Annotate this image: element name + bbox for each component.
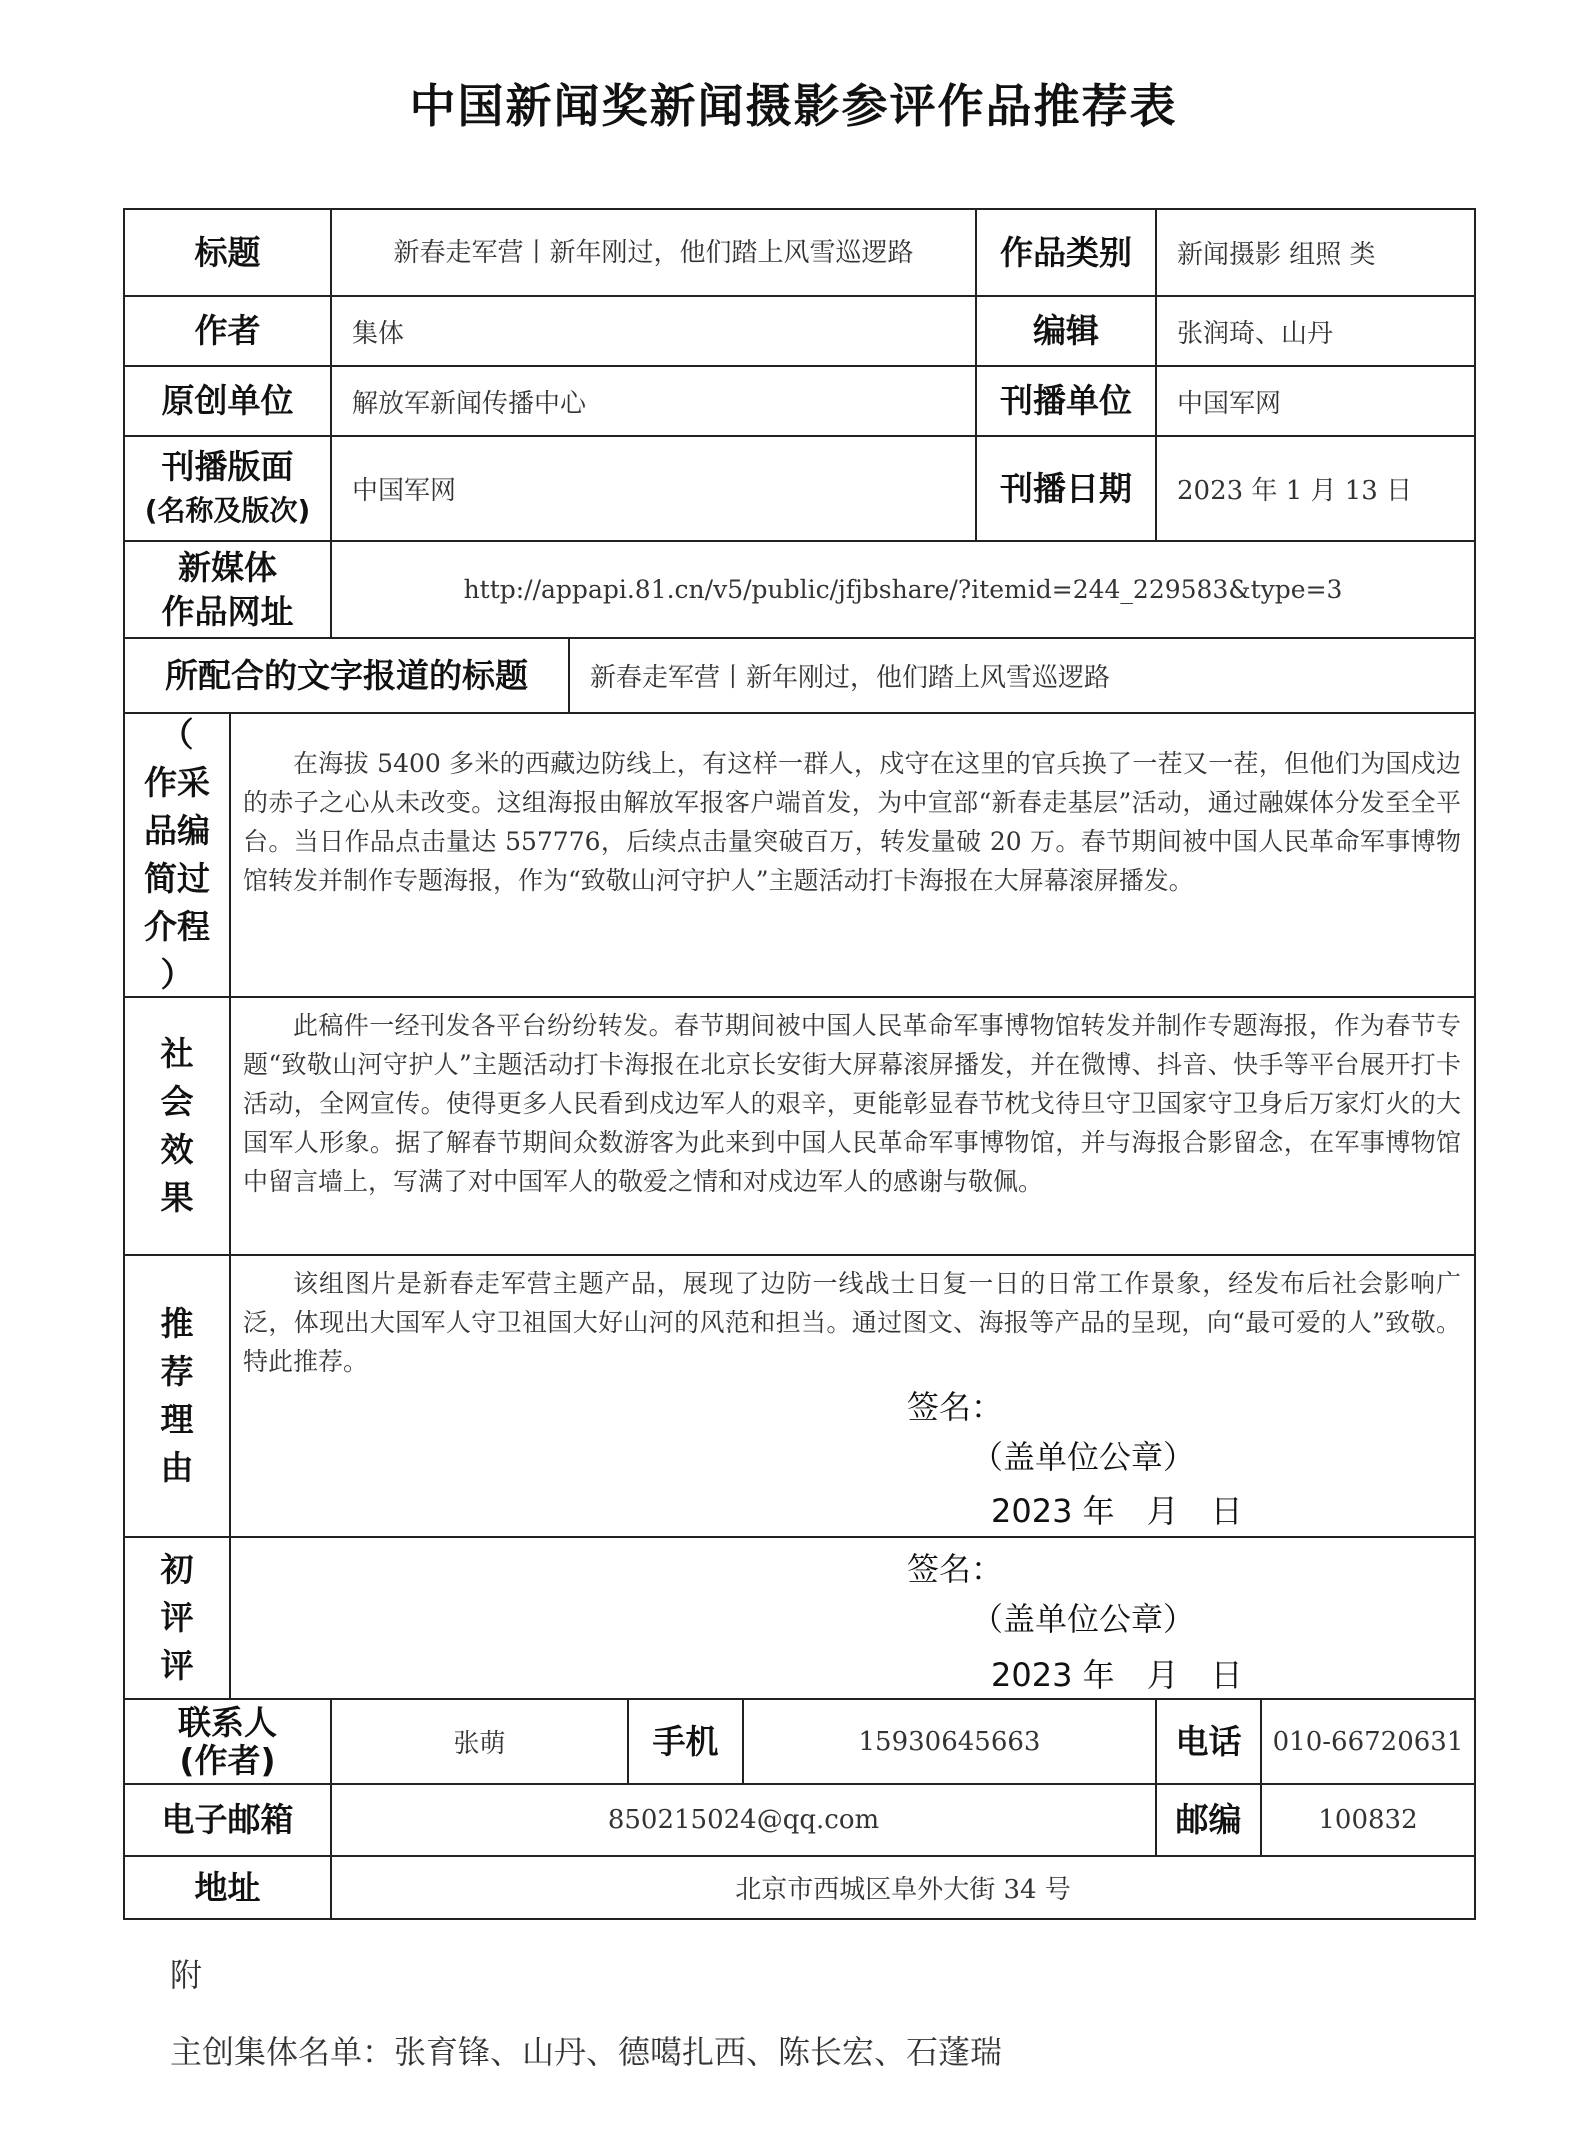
label-contact-line2: (作者) (179, 1740, 276, 1780)
value-title: 新春走军营丨新年刚过，他们踏上风雪巡逻路 (330, 210, 975, 295)
value-email[interactable]: 850215024@qq.com (330, 1785, 1155, 1855)
label-process-char: 品编 (144, 811, 210, 850)
value-phone: 010-66720631 (1260, 1700, 1474, 1783)
value-publish-date: 2023 年 1 月 13 日 (1155, 437, 1474, 540)
value-reason: 该组图片是新春走军营主题产品，展现了边防一线战士日复一日的日常工作景象，经发布后社会影响广泛，体现出大国军人守卫祖国大好山河的风范和担当。通过图文、海报等产品的呈现，向“最可爱的人”致敬。特此推荐。 (243, 1269, 1461, 1376)
row-url (123, 540, 1476, 637)
label-layout (125, 437, 330, 540)
review-date: 2023 年 月 日 (991, 1656, 1243, 1694)
label-title: 标题 (194, 232, 261, 272)
value-original-unit: 解放军新闻传播中心 (330, 367, 975, 435)
label-reason-char: 理 (160, 1400, 194, 1439)
review-cell (229, 1538, 1474, 1698)
label-text-report: 所配合的文字报道的标题 (165, 655, 528, 695)
row-layout (123, 435, 1476, 540)
value-social: 此稿件一经刊发各平台纷纷转发。春节期间被中国人民革命军事博物馆转发并制作专题海报，作为春节专题“致敬山河守护人”主题活动打卡海报在北京长安街大屏幕滚屏播发，并在微博、抖音、快手等平台展开打卡活动，全网宣传。使得更多人民看到戍边军人的艰辛，更能彰显春节枕戈待旦守卫国家守卫身后万家灯火的大国军人形象。据了解春节期间众数游客为此来到中国人民革命军事博物馆，并与海报合影留念，在军事博物馆中留言墙上，写满了对中国军人的敬爱之情和对戍边军人的感谢与敬佩。 (243, 1011, 1461, 1196)
label-social (125, 998, 229, 1254)
review-seal: （盖单位公章） (971, 1600, 1196, 1638)
label-publish-date: 刊播日期 (975, 437, 1155, 540)
label-mobile: 手机 (627, 1700, 742, 1783)
label-address: 地址 (194, 1867, 261, 1907)
label-reason-char: 由 (160, 1448, 194, 1487)
label-review-char: 评 (160, 1598, 194, 1637)
label-review (125, 1538, 229, 1698)
label-process-char: ） (160, 955, 194, 994)
value-contact: 张萌 (330, 1700, 627, 1783)
row-contact (123, 1698, 1476, 1783)
label-social-char: 效 (160, 1130, 194, 1169)
label-review-char: 评 (160, 1646, 194, 1685)
row-author (123, 295, 1476, 365)
reason-date: 2023 年 月 日 (991, 1492, 1243, 1530)
value-author: 集体 (330, 297, 975, 365)
row-process (123, 712, 1476, 996)
label-reason (125, 1256, 229, 1536)
review-signature: 签名： (907, 1550, 1004, 1588)
label-newmedia-line1: 新媒体 (178, 547, 277, 587)
label-layout-line2: (名称及版次) (144, 493, 311, 527)
label-reason-char: 荐 (160, 1352, 194, 1391)
row-review (123, 1536, 1476, 1698)
label-process (125, 714, 229, 996)
row-address (123, 1855, 1476, 1920)
page-title: 中国新闻奖新闻摄影参评作品推荐表 (409, 79, 1178, 133)
label-editor: 编辑 (975, 297, 1155, 365)
footer-attach: 附 (170, 1956, 203, 1994)
label-email: 电子邮箱 (161, 1800, 294, 1839)
label-contact-line1: 联系人 (178, 1702, 277, 1742)
value-publish-unit: 中国军网 (1155, 367, 1474, 435)
label-layout-line1: 刊播版面 (161, 446, 294, 486)
label-process-char: 简过 (144, 859, 210, 898)
footer-team: 主创集体名单：张育锋、山丹、德噶扎西、陈长宏、石蓬瑞 (170, 2033, 1003, 2071)
label-phone: 电话 (1155, 1700, 1260, 1783)
value-address: 北京市西城区阜外大街 34 号 (330, 1857, 1474, 1918)
reason-cell (229, 1256, 1474, 1536)
value-text-report: 新春走军营丨新年刚过，他们踏上风雪巡逻路 (568, 639, 1474, 712)
label-newmedia-line2: 作品网址 (161, 591, 294, 631)
process-cell (229, 714, 1474, 996)
row-reason (123, 1254, 1476, 1536)
value-postcode: 100832 (1260, 1785, 1474, 1855)
label-review-char: 初 (160, 1550, 194, 1589)
row-social (123, 996, 1476, 1254)
reason-signature: 签名： (907, 1388, 1004, 1426)
label-postcode: 邮编 (1155, 1785, 1260, 1855)
value-layout: 中国军网 (330, 437, 975, 540)
label-process-char: 介程 (144, 907, 210, 946)
social-cell (229, 998, 1474, 1254)
label-contact (125, 1700, 330, 1783)
label-social-char: 会 (160, 1082, 194, 1121)
value-process: 在海拔 5400 多米的西藏边防线上，有这样一群人，戍守在这里的官兵换了一茬又一茬，但他们为国戍边的赤子之心从未改变。这组海报由解放军报客户端首发，为中宣部“新春走基层”活动，通过融媒体分发至全平台。当日作品点击量达 557776，后续点击量突破百万，转发量破 20 万。春节期间被中国人民革命军事博物馆转发并制作专题海报，作为“致敬山河守护人”主题活动打卡海报在大屏幕滚屏播发。 (243, 749, 1461, 895)
label-author: 作者 (194, 311, 261, 350)
label-original-unit: 原创单位 (161, 381, 294, 420)
row-email (123, 1783, 1476, 1855)
reason-seal: （盖单位公章） (971, 1438, 1196, 1476)
label-social-char: 社 (160, 1034, 194, 1073)
label-process-char: （ (160, 715, 194, 754)
value-category: 新闻摄影 组照 类 (1155, 210, 1474, 295)
value-editor: 张润琦、山丹 (1155, 297, 1474, 365)
value-url[interactable]: http://appapi.81.cn/v5/public/jfjbshare/?itemid=244_229583&type=3 (330, 542, 1474, 637)
label-reason-char: 推 (160, 1304, 194, 1343)
label-newmedia (125, 542, 330, 637)
label-process-char: 作采 (144, 763, 210, 802)
label-social-char: 果 (160, 1178, 194, 1217)
label-publish-unit: 刊播单位 (975, 367, 1155, 435)
value-mobile: 15930645663 (742, 1700, 1155, 1783)
row-units (123, 365, 1476, 435)
row-text-report (123, 637, 1476, 712)
row-title (123, 208, 1476, 295)
label-category: 作品类别 (975, 210, 1155, 295)
